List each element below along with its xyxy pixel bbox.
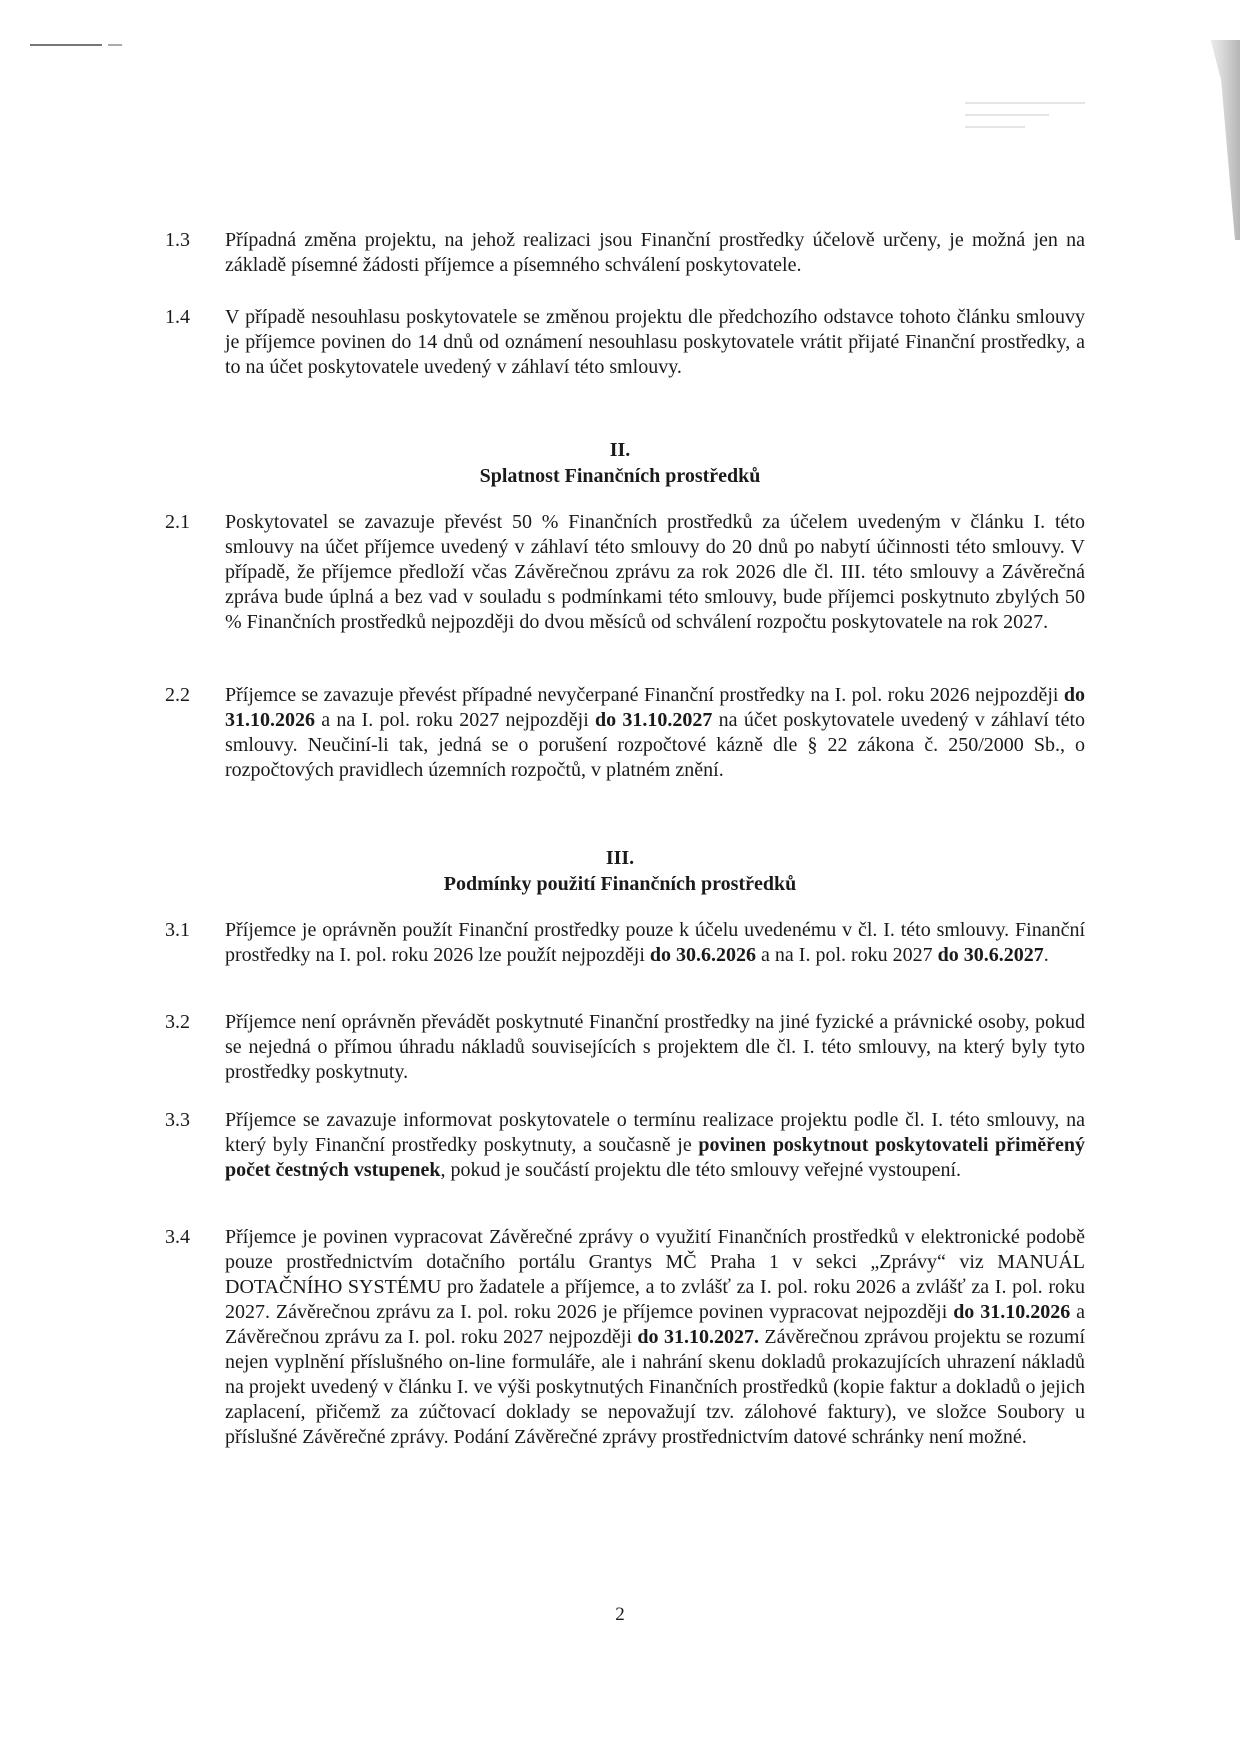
paragraph-3-3 xyxy=(165,1108,1085,1183)
section-number: II. xyxy=(609,439,631,461)
paragraph-3-2 xyxy=(165,1010,1085,1085)
deadline-date: do 31.10.2027. xyxy=(637,1326,759,1348)
scan-artifact xyxy=(108,44,122,46)
section-heading-III xyxy=(160,845,1080,897)
paragraph-number: 1.3 xyxy=(165,229,190,251)
text-run: Závěrečnou zprávou projektu se rozumí nejen vyplnění příslušného on-line formuláře, ale i nahrání skenu dokladů prokazujících uhrazení nákladů na projekt uvedený v článku I. ve výši poskytnutých Finančních prostředků (kopie faktur a dokladů o jejich zaplacení, přičemž za zúčtovací doklady se nepovažují tzv. zálohové faktury), ve složce Soubory u příslušné Závěrečné zprávy. Podání Závěrečné zprávy prostřednictvím datové schránky není možné. xyxy=(225,1326,1086,1448)
scan-artifact xyxy=(965,92,1085,162)
section-heading-II xyxy=(160,437,1080,489)
paragraph-text xyxy=(225,683,1085,783)
paragraph-text xyxy=(225,1108,1085,1183)
section-title: Splatnost Finančních prostředků xyxy=(479,465,761,487)
paragraph-2-2 xyxy=(165,683,1085,783)
paragraph-number: 2.2 xyxy=(165,684,190,706)
deadline-date: do 31.10.2027 xyxy=(595,709,713,731)
paragraph-3-4 xyxy=(165,1225,1085,1450)
section-number: III. xyxy=(605,847,635,869)
text-run: . xyxy=(1043,944,1049,966)
paragraph-2-1 xyxy=(165,510,1085,635)
paragraph-number: 3.2 xyxy=(165,1011,190,1033)
paragraph-text: V případě nesouhlasu poskytovatele se změnou projektu dle předchozího odstavce tohoto článku smlouvy je příjemce povinen do 14 dnů od oznámení nesouhlasu poskytovatele vrátit přijaté Finanční prostředky, a to na účet poskytovatele uvedený v záhlaví této smlouvy. xyxy=(225,306,1085,378)
text-run: a na I. pol. roku 2027 xyxy=(756,944,938,966)
section-title: Podmínky použití Finančních prostředků xyxy=(443,873,797,895)
paragraph-text xyxy=(225,1225,1085,1450)
text-run: Příjemce je povinen vypracovat Závěrečné zprávy o využití Finančních prostředků v elektronické podobě pouze prostřednictvím dotačního portálu Grantys MČ Praha 1 v sekci „Zprávy“ viz MANUÁL DOTAČNÍHO SYSTÉMU pro žadatele a příjemce, a to zvlášť za I. pol. roku 2026 a zvlášť za I. pol. roku 2027. Závěrečnou zprávu za I. pol. roku 2026 je příjemce povinen vypracovat nejpozději xyxy=(225,1226,1085,1323)
paragraph-number: 3.3 xyxy=(165,1109,190,1131)
deadline-date: do 31.10.2026 xyxy=(225,684,1085,731)
deadline-date: do 30.6.2026 xyxy=(649,944,757,966)
scan-artifact xyxy=(30,44,102,46)
paragraph-text: Případná změna projektu, na jehož realizaci jsou Finanční prostředky účelově určeny, je možná jen na základě písemné žádosti příjemce a písemného schválení poskytovatele. xyxy=(225,229,1085,276)
paragraph-number: 3.4 xyxy=(165,1226,190,1248)
paragraph-3-1 xyxy=(165,918,1085,968)
text-run: Příjemce se zavazuje informovat poskytovatele o termínu realizace projektu podle čl. I. této smlouvy, na který byly Finanční prostředky poskytnuty, a současně je xyxy=(225,1109,1085,1156)
page-number: 2 xyxy=(615,1604,625,1625)
text-run: na účet poskytovatele uvedený v záhlaví této smlouvy. Neučiní-li tak, jedná se o porušení rozpočtové kázně dle § 22 zákona č. 250/2000 Sb., o rozpočtových pravidlech územních rozpočtů, v platném znění. xyxy=(225,709,1086,781)
text-run: Příjemce je oprávněn použít Finanční prostředky pouze k účelu uvedenému v čl. I. této smlouvy. Finanční prostředky na I. pol. roku 2026 lze použít nejpozději xyxy=(225,919,1085,966)
text-run: , pokud je součástí projektu dle této smlouvy veřejné vystoupení. xyxy=(440,1159,962,1181)
deadline-date: do 31.10.2026 xyxy=(953,1301,1071,1323)
paragraph-text: Poskytovatel se zavazuje převést 50 % Finančních prostředků za účelem uvedeným v článku I. této smlouvy na účet příjemce uvedený v záhlaví této smlouvy do 20 dnů po nabytí účinnosti této smlouvy. V případě, že příjemce předloží včas Závěrečnou zprávu za rok 2026 dle čl. III. této smlouvy a Závěrečná zpráva bude úplná a bez vad v souladu s podmínkami této smlouvy, bude příjemci poskytnuto zbylých 50 % Finančních prostředků nejpozději do dvou měsíců od schválení rozpočtu poskytovatele na rok 2027. xyxy=(225,511,1085,633)
scan-edge-shadow xyxy=(1198,40,1240,240)
paragraph-number: 1.4 xyxy=(165,306,190,328)
paragraph-text xyxy=(225,918,1085,968)
text-run: Příjemce se zavazuje převést případné nevyčerpané Finanční prostředky na I. pol. roku 2026 nejpozději xyxy=(225,684,1064,706)
paragraph-text: Příjemce není oprávněn převádět poskytnuté Finanční prostředky na jiné fyzické a právnické osoby, pokud se nejedná o přímou úhradu nákladů souvisejících s projektem dle čl. I. této smlouvy, na který byly tyto prostředky poskytnuty. xyxy=(225,1011,1085,1083)
deadline-date: do 30.6.2027 xyxy=(937,944,1044,966)
text-run: a na I. pol. roku 2027 nejpozději xyxy=(315,709,596,731)
bold-obligation: povinen poskytnout poskytovateli přiměřený počet čestných vstupenek xyxy=(225,1134,1085,1181)
text-run: a Závěrečnou zprávu za I. pol. roku 2027 nejpozději xyxy=(225,1301,1086,1348)
paragraph-number: 2.1 xyxy=(165,511,190,533)
paragraph-1-4 xyxy=(165,305,1085,380)
paragraph-1-3 xyxy=(165,228,1085,278)
paragraph-number: 3.1 xyxy=(165,919,190,941)
